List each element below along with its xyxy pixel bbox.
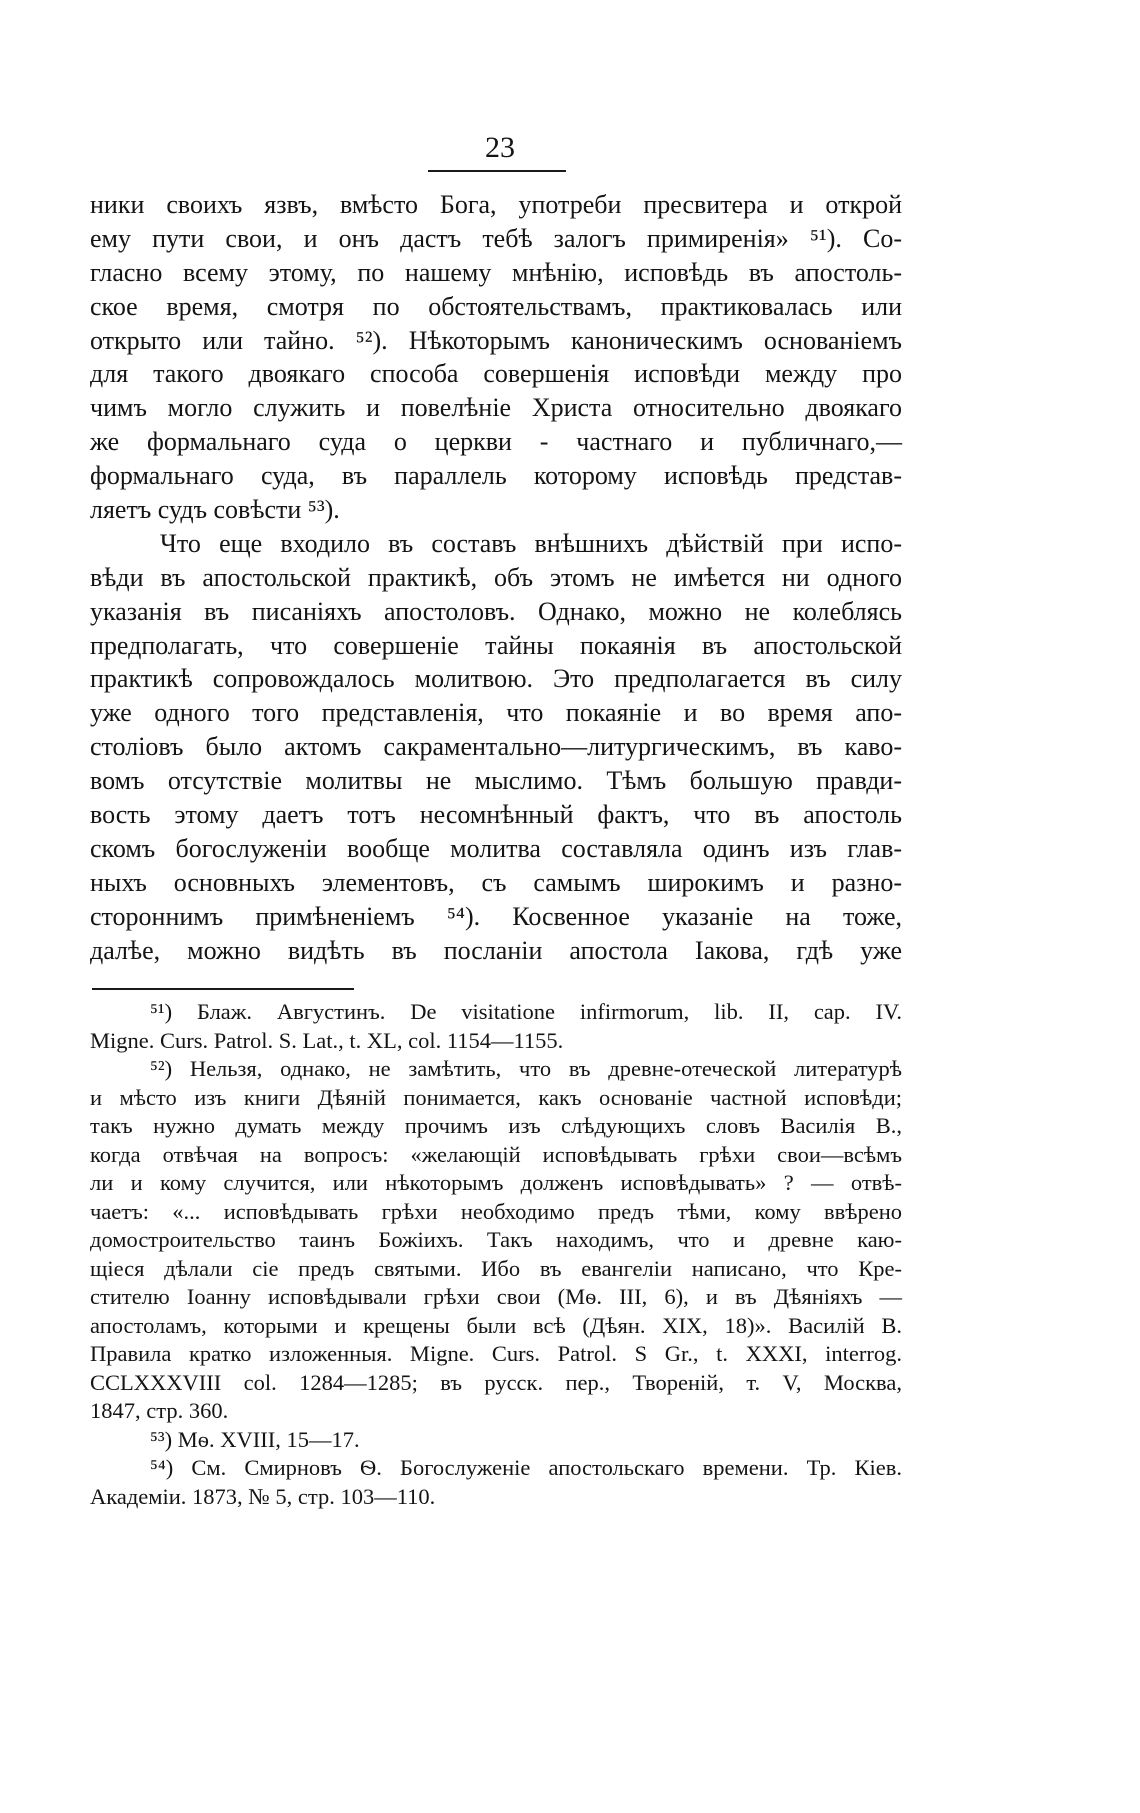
footnote-rule <box>92 988 354 990</box>
text-line: ники своихъ язвъ, вмѣсто Бога, употреби пресвитера и открой <box>90 190 902 219</box>
text-line: практикѣ сопровождалось молитвою. Это предполагается въ силу <box>90 664 902 694</box>
text-line: указанія въ писаніяхъ апостоловъ. Однако, можно не колеблясь <box>90 596 902 626</box>
footnote-line: и мѣсто изъ книги Дѣяній понимается, какъ основаніе частной исповѣди; <box>90 1084 902 1110</box>
footnote-line: 1847, стр. 360. <box>90 1398 229 1423</box>
footnote-line: ⁵¹) Блаж. Августинъ. De visitatione infirmorum, lib. II, cap. IV. <box>150 999 902 1024</box>
footnote-line: ⁵⁴) См. Смирновъ Ѳ. Богослуженіе апостольскаго времени. Тр. Кіев. <box>150 1455 902 1480</box>
footnote-line: Академіи. 1873, № 5, стр. 103—110. <box>90 1483 436 1509</box>
footnotes <box>90 998 902 1511</box>
text-line: ское время, смотря по обстоятельствамъ, практиковалась или <box>90 291 902 321</box>
page-number: 23 <box>485 131 515 164</box>
text-line: же формальнаго суда о церкви - частнаго и публичнаго,— <box>90 427 902 457</box>
text-line: для такого двоякаго способа совершенія исповѣди между про <box>90 359 902 389</box>
text-line: чимъ могло служить и повелѣніе Христа относительно двоякаго <box>90 393 902 423</box>
text-line: століовъ было актомъ сакраментально—литургическимъ, въ каво- <box>90 732 902 762</box>
footnote-line: когда отвѣчая на вопросъ: «желающій исповѣдывать грѣхи свои—всѣмъ <box>90 1141 902 1167</box>
footnote-line: щіеся дѣлали сіе предъ святыми. Ибо въ евангеліи написано, что Кре- <box>90 1255 902 1281</box>
text-line: ляетъ судъ совѣсти ⁵³). <box>90 495 340 525</box>
text-line: гласно всему этому, по нашему мнѣнію, исповѣдь въ апостоль- <box>90 257 902 287</box>
footnote-line: CCLXXXVIII col. 1284—1285; въ русск. пер., Твореній, т. V, Москва, <box>90 1369 902 1395</box>
footnote-line: Правила кратко изложенныя. Migne. Curs. Patrol. S Gr., t. XXXI, interrog. <box>90 1341 902 1366</box>
text-line: Что еще входило въ составъ внѣшнихъ дѣйствій при испо- <box>160 528 902 558</box>
footnote-line: апостоламъ, которыми и крещены были всѣ (Дѣян. XIX, 18)». Василій В. <box>90 1312 902 1338</box>
text-line: вѣди въ апостольской практикѣ, объ этомъ не имѣется ни одного <box>90 562 902 592</box>
text-line: стороннимъ примѣненіемъ ⁵⁴). Косвенное указаніе на тоже, <box>90 901 902 931</box>
text-line: открыто или тайно. ⁵²). Нѣкоторымъ каноническимъ основаніемъ <box>90 325 902 355</box>
text-line: формальнаго суда, въ параллель которому исповѣдь представ- <box>90 461 902 491</box>
footnote-line: стителю Іоанну исповѣдывали грѣхи свои (Мѳ. III, 6), и въ Дѣяніяхъ — <box>90 1284 902 1309</box>
text-line: предполагать, что совершеніе тайны покаянія въ апостольской <box>90 630 902 660</box>
footnote-line: такъ нужно думать между прочимъ изъ слѣдующихъ словъ Василія В., <box>90 1113 902 1138</box>
header-rule <box>428 170 566 172</box>
text-line: уже одного того представленія, что покаяніе и во время апо- <box>90 698 902 728</box>
text-line: ныхъ основныхъ элементовъ, съ самымъ широкимъ и разно- <box>90 867 902 897</box>
text-line: скомъ богослуженіи вообще молитва составляла одинъ изъ глав- <box>90 833 902 863</box>
text-line: вомъ отсутствіе молитвы не мыслимо. Тѣмъ большую правди- <box>90 766 902 796</box>
text-line: вость этому даетъ тотъ несомнѣнный фактъ, что въ апостоль <box>90 800 902 830</box>
footnote-line: ли и кому случится, или нѣкоторымъ долженъ исповѣдывать» ? — отвѣ- <box>90 1170 902 1195</box>
main-text <box>90 188 902 967</box>
text-line: ему пути свои, и онъ дастъ тебѣ залогъ примиренія» ⁵¹). Со- <box>90 223 902 253</box>
footnote-line: домостроительство таинъ Божіихъ. Такъ находимъ, что и древне каю- <box>90 1227 902 1252</box>
footnote-line: ⁵³) Мѳ. XVIII, 15—17. <box>150 1426 360 1452</box>
text-line: далѣе, можно видѣть въ посланіи апостола Іакова, гдѣ уже <box>90 935 902 965</box>
footnote-line: Migne. Curs. Patrol. S. Lat., t. XL, col. 1154—1155. <box>90 1027 564 1053</box>
footnote-line: ⁵²) Нельзя, однако, не замѣтить, что въ древне-отеческой литературѣ <box>150 1056 902 1081</box>
footnote-line: чаетъ: «... исповѣдывать грѣхи необходимо предъ тѣми, кому ввѣрено <box>90 1198 902 1224</box>
